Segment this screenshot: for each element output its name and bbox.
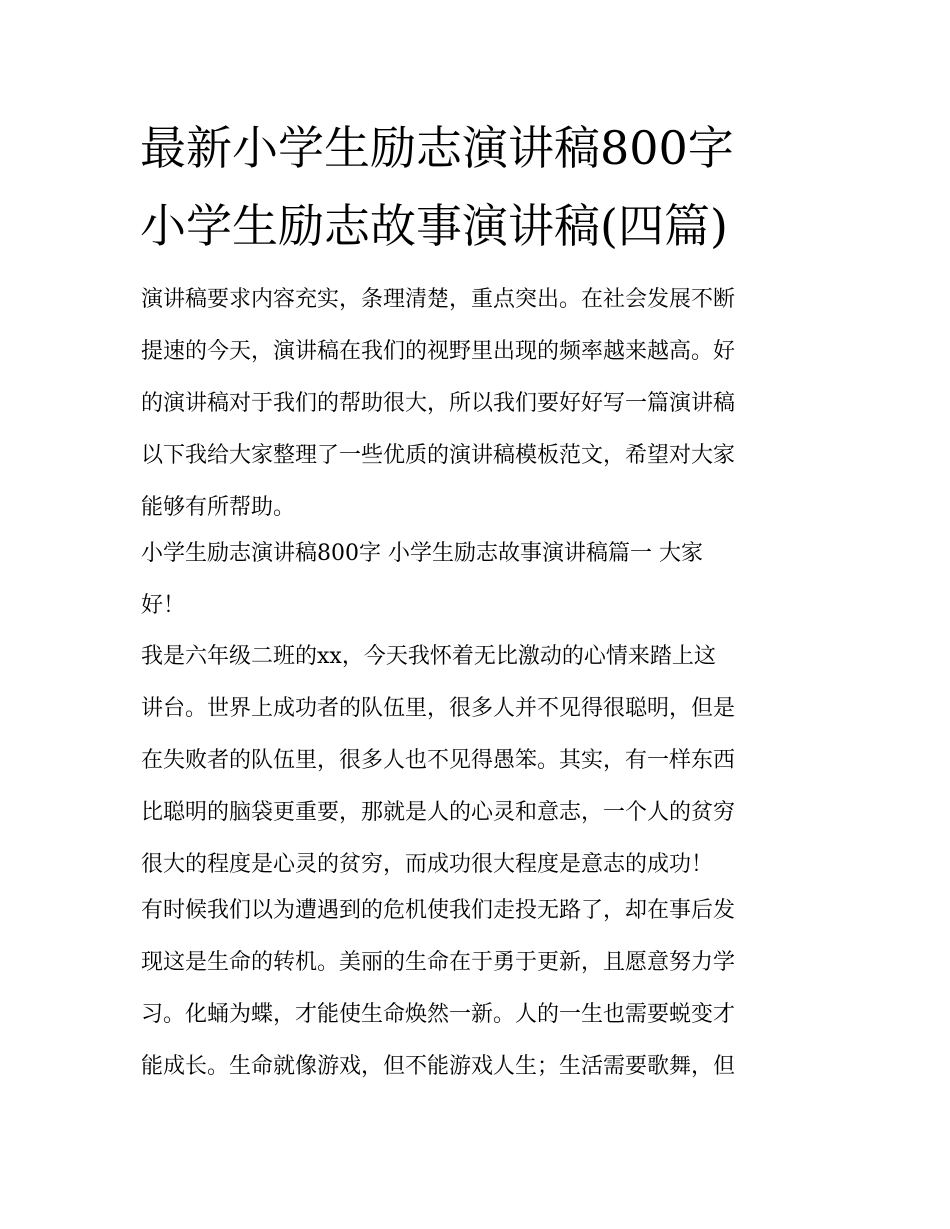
paragraph-line: 能够有所帮助。 — [141, 495, 296, 520]
paragraph-line: 能成长。生命就像游戏，但不能游戏人生；生活需要歌舞，但 — [141, 1054, 736, 1079]
paragraph-line: 讲台。世界上成功者的队伍里，很多人并不见得很聪明，但是 — [141, 696, 736, 721]
section-heading-line: 小学生励志演讲稿800字 小学生励志故事演讲稿篇一 大家 — [141, 541, 703, 566]
document-title-line-2: 小学生励志故事演讲稿(四篇) — [140, 199, 728, 253]
paragraph-line: 习。化蛹为蝶，才能使生命焕然一新。人的一生也需要蜕变才 — [141, 1002, 736, 1027]
paragraph-line: 现这是生命的转机。美丽的生命在于勇于更新，且愿意努力学 — [141, 950, 736, 975]
paragraph-line: 演讲稿要求内容充实，条理清楚，重点突出。在社会发展不断 — [141, 287, 736, 312]
paragraph-line: 我是六年级二班的xx，今天我怀着无比激动的心情来踏上这 — [141, 644, 716, 669]
paragraph-line: 有时候我们以为遭遇到的危机使我们走投无路了，却在事后发 — [141, 898, 736, 923]
document-title-line-1: 最新小学生励志演讲稿800字 — [140, 121, 734, 175]
paragraph-line: 比聪明的脑袋更重要，那就是人的心灵和意志，一个人的贫穷 — [141, 800, 736, 825]
paragraph-line: 在失败者的队伍里，很多人也不见得愚笨。其实，有一样东西 — [141, 748, 736, 773]
paragraph-line: 提速的今天，演讲稿在我们的视野里出现的频率越来越高。好 — [141, 339, 736, 364]
paragraph-line: 以下我给大家整理了一些优质的演讲稿模板范文，希望对大家 — [141, 443, 736, 468]
paragraph-line: 的演讲稿对于我们的帮助很大，所以我们要好好写一篇演讲稿 — [141, 391, 736, 416]
paragraph-line: 很大的程度是心灵的贫穷，而成功很大程度是意志的成功！ — [141, 852, 714, 877]
greeting-line: 好！ — [141, 593, 186, 618]
